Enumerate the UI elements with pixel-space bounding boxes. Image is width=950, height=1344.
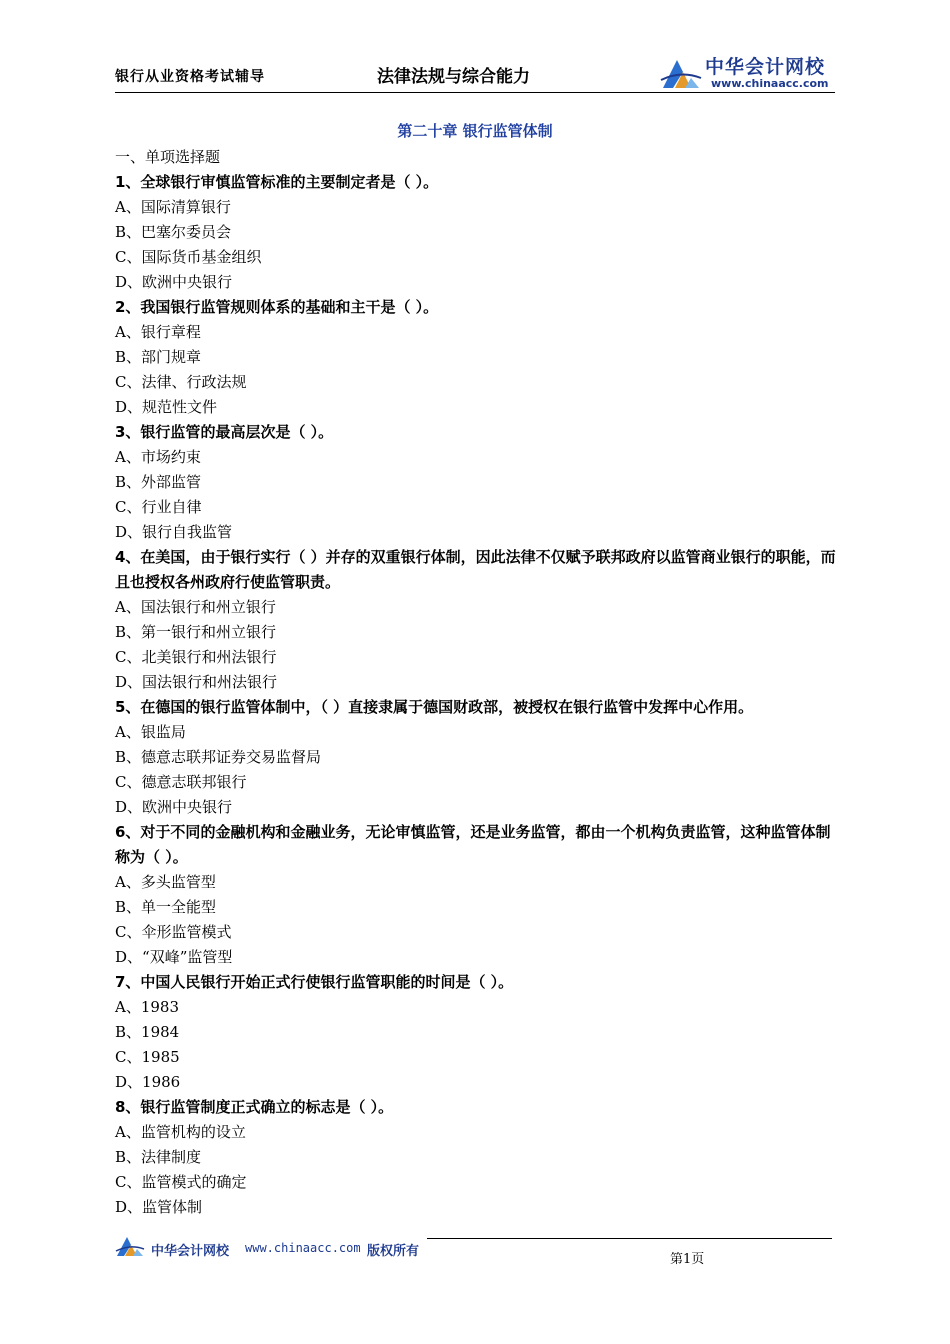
answer-option: B、第一银行和州立银行: [115, 623, 277, 641]
section-label: 一、单项选择题: [115, 148, 221, 166]
page-header: [115, 48, 835, 93]
question-text: 3、银行监管的最高层次是（ ）。: [115, 423, 334, 441]
question-text: 4、在美国，由于银行实行（ ）并存的双重银行体制，因此法律不仅赋予联邦政府以监管商业银行的职能，而且也授权各州政府行使监管职责。: [115, 548, 836, 591]
answer-option: B、1984: [115, 1023, 180, 1041]
answer-option: D、规范性文件: [115, 398, 218, 416]
header-center-title: 法律法规与综合能力: [377, 67, 530, 87]
logo: [659, 52, 835, 92]
answer-option: D、银行自我监管: [115, 523, 233, 541]
page-footer: [115, 1230, 835, 1270]
answer-option: D、“双峰”监管型: [115, 948, 233, 966]
answer-option: B、单一全能型: [115, 898, 217, 916]
question-list: [115, 145, 840, 1220]
answer-option: D、欧洲中央银行: [115, 798, 233, 816]
answer-option: A、银行章程: [115, 323, 201, 341]
question-text: 2、我国银行监管规则体系的基础和主干是（ ）。: [115, 298, 439, 316]
answer-option: C、德意志联邦银行: [115, 773, 247, 791]
answer-option: B、德意志联邦证券交易监督局: [115, 748, 322, 766]
answer-option: C、法律、行政法规: [115, 373, 247, 391]
answer-option: C、监管模式的确定: [115, 1173, 247, 1191]
question-text: 7、中国人民银行开始正式行使银行监管职能的时间是（ ）。: [115, 973, 514, 991]
answer-option: A、监管机构的设立: [115, 1123, 246, 1141]
footer-url[interactable]: www.chinaacc.com: [245, 1241, 361, 1255]
answer-option: C、北美银行和州法银行: [115, 648, 277, 666]
answer-option: A、市场约束: [115, 448, 201, 466]
answer-option: D、欧洲中央银行: [115, 273, 233, 291]
questions-container: [115, 170, 840, 1220]
answer-option: C、伞形监管模式: [115, 923, 232, 941]
page-number: 第1页: [670, 1252, 705, 1267]
answer-option: D、1986: [115, 1073, 181, 1091]
footer-divider: [427, 1238, 832, 1239]
answer-option: A、1983: [115, 998, 180, 1016]
footer-rights: 版权所有: [367, 1244, 420, 1259]
footer-brand: 中华会计网校: [151, 1244, 230, 1259]
question-text: 5、在德国的银行监管体制中，（ ）直接隶属于德国财政部，被授权在银行监管中发挥中心作用。: [115, 698, 754, 716]
question-text: 6、对于不同的金融机构和金融业务，无论审慎监管，还是业务监管，都由一个机构负责监管，这种监管体制称为（ ）。: [115, 823, 831, 866]
answer-option: B、巴塞尔委员会: [115, 223, 232, 241]
logo-mark-icon: [659, 56, 703, 90]
answer-option: D、监管体制: [115, 1198, 203, 1216]
question-text: 8、银行监管制度正式确立的标志是（ ）。: [115, 1098, 394, 1116]
answer-option: A、多头监管型: [115, 873, 216, 891]
answer-option: B、法律制度: [115, 1148, 202, 1166]
answer-option: A、国法银行和州立银行: [115, 598, 276, 616]
footer-logo-icon: [115, 1234, 145, 1258]
answer-option: D、国法银行和州法银行: [115, 673, 278, 691]
answer-option: C、行业自律: [115, 498, 202, 516]
chapter-title: 第二十章 银行监管体制: [397, 122, 553, 140]
answer-option: C、国际货币基金组织: [115, 248, 262, 266]
question-text: 1、全球银行审慎监管标准的主要制定者是（ ）。: [115, 173, 439, 191]
answer-option: A、银监局: [115, 723, 186, 741]
header-left-title: 银行从业资格考试辅导: [115, 69, 265, 85]
logo-url: www.chinaacc.com: [711, 77, 829, 90]
answer-option: C、1985: [115, 1048, 180, 1066]
answer-option: A、国际清算银行: [115, 198, 231, 216]
answer-option: B、外部监管: [115, 473, 202, 491]
answer-option: B、部门规章: [115, 348, 202, 366]
logo-name: 中华会计网校: [705, 56, 826, 78]
